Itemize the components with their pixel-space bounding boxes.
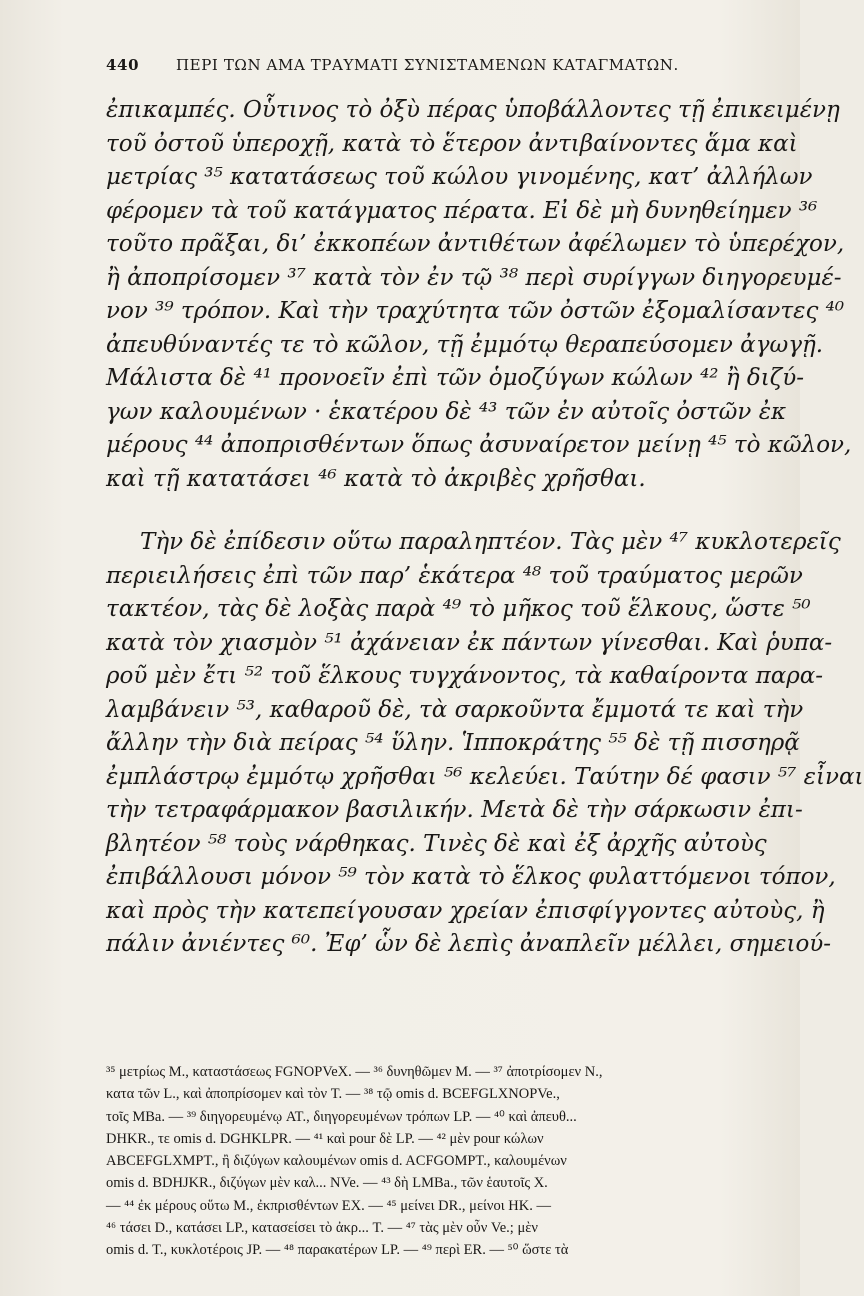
text-line: τὴν τετραφάρμακον βασιλικήν. Μετὰ δὲ τὴν σάρκωσιν ἐπι-	[106, 797, 803, 823]
text-line: καὶ πρὸς τὴν κατεπείγουσαν χρείαν ἐπισφίγγοντες αὐτοὺς, ἢ	[106, 897, 825, 924]
footnote-line: ⁴⁶ τάσει D., κατάσει LP., κατασείσει τὸ ἀκρ... T. — ⁴⁷ τὰς μὲν οὖν Ve.; μὲν	[106, 1220, 538, 1237]
main-text	[106, 94, 864, 962]
text-line: περιειλήσεις ἐπὶ τῶν παρ’ ἑκάτερα ⁴⁸ τοῦ τραύματος μερῶν	[106, 562, 803, 589]
text-line: φέρομεν τὰ τοῦ κατάγματος πέρατα. Εἰ δὲ μὴ δυνηθείημεν ³⁶	[106, 197, 818, 224]
footnote-line: omis d. T., κυκλοτέροις JP. — ⁴⁸ παρακατέρων LP. — ⁴⁹ περὶ ER. — ⁵⁰ ὥστε τὰ	[106, 1242, 569, 1259]
footnote-line: omis d. BDHJKR., διζύγων μὲν καλ... NVe. — ⁴³ δὴ LMBa., τῶν ἑαυτοῖς X.	[106, 1175, 548, 1192]
text-line: Τὴν δὲ ἐπίδεσιν οὕτω παραληπτέον. Τὰς μὲν ⁴⁷ κυκλοτερεῖς	[140, 529, 841, 555]
text-line: Μάλιστα δὲ ⁴¹ προνοεῖν ἐπὶ τῶν ὁμοζύγων κώλων ⁴² ἢ διζύ-	[106, 365, 804, 391]
footnote-line: — ⁴⁴ ἐκ μέρους οὕτω M., ἐκπρισθέντων EX. — ⁴⁵ μείνει DR., μείνοι HK. —	[106, 1197, 551, 1214]
text-line: νον ³⁹ τρόπον. Καὶ τὴν τραχύτητα τῶν ὀστῶν ἐξομαλίσαντες ⁴⁰	[106, 298, 845, 324]
footnote-line: τοῖς MBa. — ³⁹ διηγορευμένῳ AT., διηγορευμένων τρόπων LP. — ⁴⁰ καὶ ἀπευθ...	[106, 1108, 577, 1125]
text-line: μετρίας ³⁵ κατατάσεως τοῦ κώλου γινομένης, κατ’ ἀλλήλων	[106, 164, 813, 190]
text-line: ἐμπλάστρῳ ἐμμότῳ χρῆσθαι ⁵⁶ κελεύει. Ταύτην δέ φασιν ⁵⁷ εἶναι	[106, 763, 864, 790]
page-number: 440	[106, 56, 140, 74]
text-line: ἢ ἀποπρίσομεν ³⁷ κατὰ τὸν ἐν τῷ ³⁸ περὶ συρίγγων διηγορευμέ-	[106, 264, 842, 291]
text-line: τοῦτο πρᾶξαι, δι’ ἐκκοπέων ἀντιθέτων ἀφέλωμεν τὸ ὑπερέχον,	[106, 231, 845, 257]
text-line: μέρους ⁴⁴ ἀποπρισθέντων ὅπως ἀσυναίρετον μείνῃ ⁴⁵ τὸ κῶλον,	[106, 432, 852, 458]
text-line: ροῦ μὲν ἔτι ⁵² τοῦ ἕλκους τυγχάνοντος, τὰ καθαίροντα παρα-	[106, 663, 824, 689]
text-line: γων καλουμένων · ἑκατέρου δὲ ⁴³ τῶν ἐν αὐτοῖς ὀστῶν ἐκ	[106, 398, 787, 425]
text-line: ἐπιβάλλουσι μόνον ⁵⁹ τὸν κατὰ τὸ ἕλκος φυλαττόμενοι τόπον,	[106, 864, 836, 890]
footnotes	[106, 1061, 766, 1262]
footnote-line: DHKR., τε omis d. DGHKLPR. — ⁴¹ καὶ pour δὲ LP. — ⁴² μὲν pour κώλων	[106, 1130, 544, 1147]
text-line: πάλιν ἀνιέντες ⁶⁰. Ἐφ’ ὧν δὲ λεπὶς ἀναπλεῖν μέλλει, σημειού-	[106, 931, 832, 957]
text-line: καὶ τῇ κατατάσει ⁴⁶ κατὰ τὸ ἀκριβὲς χρῆσθαι.	[106, 465, 646, 492]
text-line: ἄλλην τὴν διὰ πείρας ⁵⁴ ὕλην. Ἱπποκράτης ⁵⁵ δὲ τῇ πισσηρᾷ	[106, 730, 800, 756]
text-line: βλητέον ⁵⁸ τοὺς νάρθηκας. Τινὲς δὲ καὶ ἐξ ἀρχῆς αὐτοὺς	[106, 830, 767, 857]
footnote-line: ³⁵ μετρίως M., καταστάσεως FGNOPVeX. — ³⁶ δυνηθῶμεν M. — ³⁷ ἀποτρίσομεν N.,	[106, 1064, 603, 1080]
footnote-line: ABCEFGLXMPT., ἢ διζύγων καλουμένων omis d. ACFGOMPT., καλουμένων	[106, 1153, 567, 1170]
text-line: ἀπευθύναντές τε τὸ κῶλον, τῇ ἐμμότῳ θεραπεύσομεν ἀγωγῇ.	[106, 331, 824, 358]
paragraph-2	[106, 526, 864, 962]
page-header	[106, 56, 786, 86]
text-line: κατὰ τὸν χιασμὸν ⁵¹ ἀχάνειαν ἐκ πάντων γίνεσθαι. Καὶ ῥυπα-	[106, 629, 833, 656]
paragraph-1	[106, 94, 852, 496]
footnote-line: κατα τῶν L., καὶ ἀποπρίσομεν καὶ τὸν T. — ³⁸ τῷ omis d. BCEFGLXNOPVe.,	[106, 1086, 560, 1103]
text-line: τακτέον, τὰς δὲ λοξὰς παρὰ ⁴⁹ τὸ μῆκος τοῦ ἕλκους, ὥστε ⁵⁰	[106, 596, 811, 622]
text-line: ἐπικαμπές. Οὗτινος τὸ ὀξὺ πέρας ὑποβάλλοντες τῇ ἐπικειμένῃ	[106, 97, 840, 123]
text-line: λαμβάνειν ⁵³, καθαροῦ δὲ, τὰ σαρκοῦντα ἔμμοτά τε καὶ τὴν	[106, 696, 804, 723]
text-line: τοῦ ὀστοῦ ὑπεροχῇ, κατὰ τὸ ἕτερον ἀντιβαίνοντες ἅμα καὶ	[106, 130, 798, 157]
running-title: ΠΕΡΙ ΤΩΝ ΑΜΑ ΤΡΑΥΜΑΤΙ ΣΥΝΙΣΤΑΜΕΝΩΝ ΚΑΤΑΓΜΑΤΩΝ.	[176, 56, 679, 74]
